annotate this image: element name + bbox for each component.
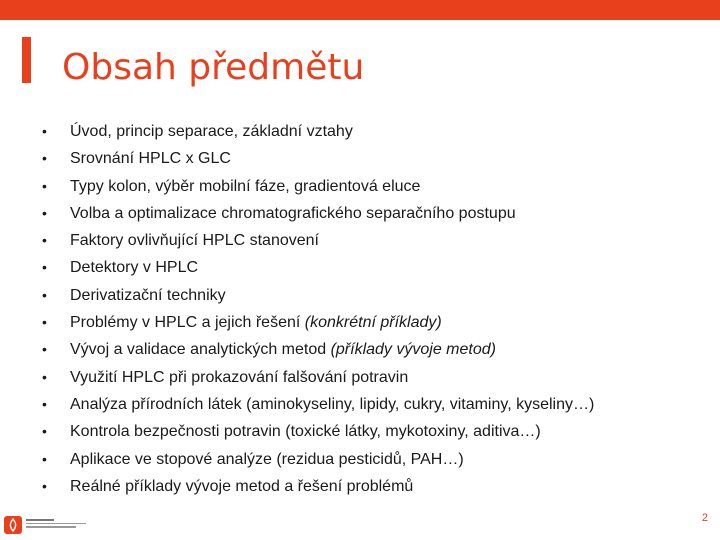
bullet-icon: •	[42, 341, 47, 358]
bullet-icon: •	[42, 368, 47, 385]
list-item: • Faktory ovlivňující HPLC stanovení	[42, 227, 594, 254]
institution-logo-icon	[4, 516, 22, 534]
top-accent-bar	[0, 0, 720, 20]
bullet-icon: •	[42, 286, 47, 303]
page-number: 2	[701, 512, 708, 524]
bullet-icon: •	[42, 232, 47, 249]
institution-logo	[4, 516, 120, 536]
bullet-list	[42, 118, 594, 500]
list-item: • Kontrola bezpečnosti potravin (toxické látky, mykotoxiny, aditiva…)	[42, 418, 594, 445]
list-item: • Volba a optimalizace chromatografického separačního postupu	[42, 200, 594, 227]
bullet-icon: •	[42, 314, 47, 331]
list-item: • Srovnání HPLC x GLC	[42, 145, 594, 172]
bullet-icon: •	[42, 395, 47, 412]
list-item: • Problémy v HPLC a jejich řešení (konkrétní příklady)	[42, 309, 594, 336]
bullet-icon: •	[42, 477, 47, 494]
logo-wordmark-icon	[26, 518, 86, 528]
bullet-icon: •	[42, 423, 47, 440]
bullet-icon: •	[42, 204, 47, 221]
list-item: • Vývoj a validace analytických metod (příklady vývoje metod)	[42, 336, 594, 363]
slide-title: Obsah předmětu	[62, 47, 365, 88]
bullet-icon: •	[42, 150, 47, 167]
list-item: • Reálné příklady vývoje metod a řešení problémů	[42, 473, 594, 500]
list-item: • Využití HPLC při prokazování falšování potravin	[42, 364, 594, 391]
bullet-icon: •	[42, 123, 47, 139]
title-accent-bar	[22, 37, 31, 83]
bullet-icon: •	[42, 450, 47, 467]
list-item: • Typy kolon, výběr mobilní fáze, gradientová eluce	[42, 173, 594, 200]
list-item: • Aplikace ve stopové analýze (rezidua pesticidů, PAH…)	[42, 446, 594, 473]
bullet-icon: •	[42, 177, 47, 194]
list-item: • Detektory v HPLC	[42, 254, 594, 281]
list-item: • Úvod, princip separace, základní vztahy	[42, 118, 594, 145]
bullet-icon: •	[42, 259, 47, 276]
list-item: • Derivatizační techniky	[42, 282, 594, 309]
list-item: • Analýza přírodních látek (aminokyseliny, lipidy, cukry, vitaminy, kyseliny…)	[42, 391, 594, 418]
